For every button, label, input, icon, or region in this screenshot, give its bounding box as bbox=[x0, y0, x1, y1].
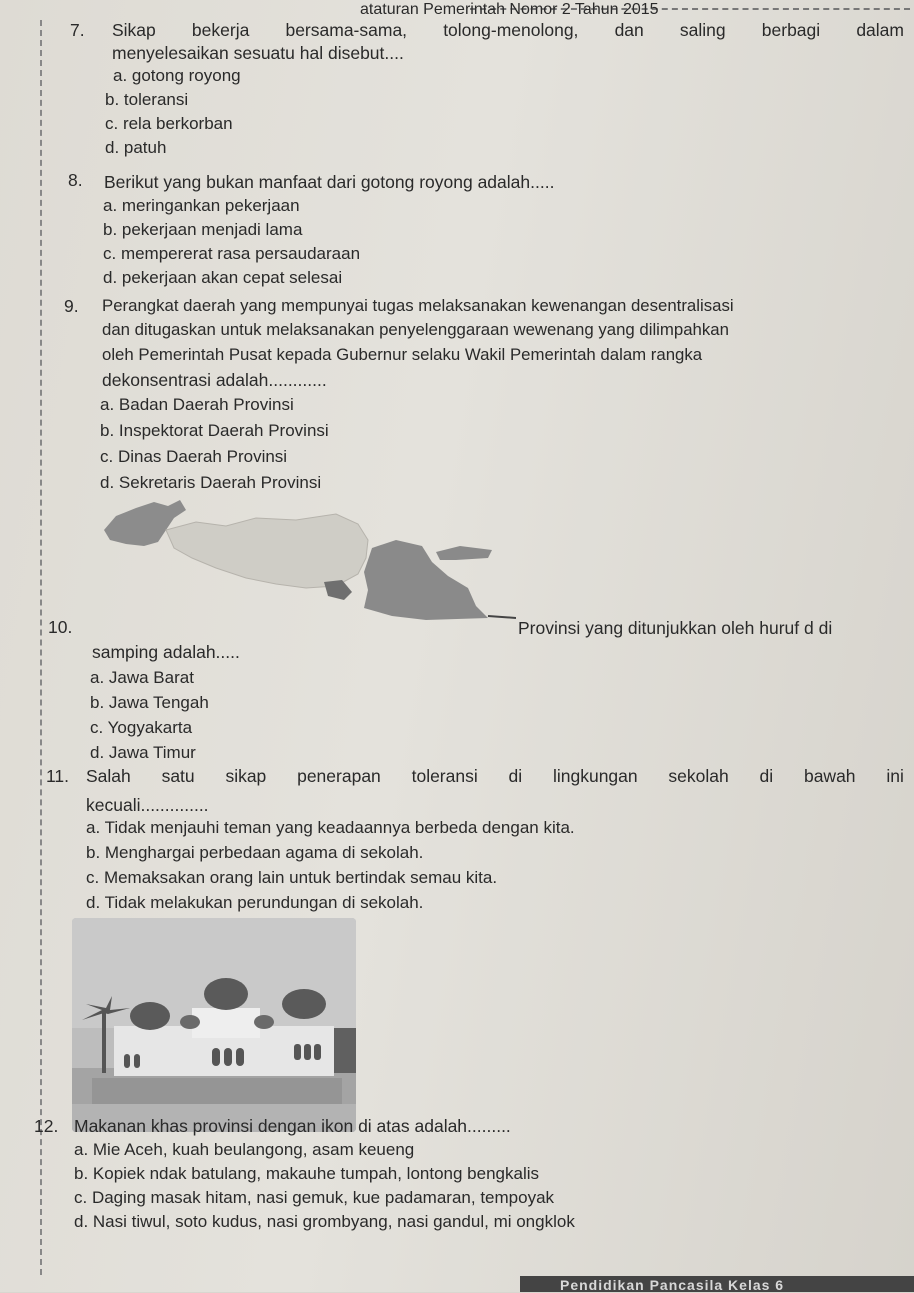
q10-option-d: d. Jawa Timur bbox=[90, 743, 196, 762]
q7-text-line2: menyelesaikan sesuatu hal disebut.... bbox=[112, 43, 404, 63]
q9-number: 9. bbox=[64, 296, 79, 316]
q10-text-line2: samping adalah..... bbox=[92, 642, 240, 662]
q10-option-a: a. Jawa Barat bbox=[90, 668, 194, 687]
q8-option-c: c. mempererat rasa persaudaraan bbox=[103, 244, 361, 263]
q9-line1: Perangkat daerah yang mempunyai tugas melaksanakan kewenangan desentralisasi bbox=[102, 296, 734, 315]
q11-option-d: d. Tidak melakukan perundungan di sekolah. bbox=[86, 893, 424, 912]
q9-line2: dan ditugaskan untuk melaksanakan penyelenggaraan wewenang yang dilimpahkan bbox=[102, 320, 729, 339]
q12-number: 12. bbox=[34, 1116, 59, 1136]
java-island-map bbox=[96, 496, 516, 628]
footer-title: Pendidikan Pancasila Kelas 6 bbox=[560, 1277, 785, 1293]
q9-line4: dekonsentrasi adalah............ bbox=[102, 370, 327, 390]
q8-option-b: b. pekerjaan menjadi lama bbox=[103, 220, 303, 239]
q12-option-b: b. Kopiek ndak batulang, makauhe tumpah, lontong bengkalis bbox=[74, 1164, 539, 1183]
q8-option-d: d. pekerjaan akan cepat selesai bbox=[103, 268, 343, 287]
header-fragment: ataturan Pemerintah Nomor 2 Tahun 2015 bbox=[360, 1, 659, 18]
q10-number: 10. bbox=[48, 617, 73, 637]
q11-option-c: c. Memaksakan orang lain untuk bertindak semau kita. bbox=[86, 868, 498, 887]
mosque-photo bbox=[72, 918, 356, 1132]
q12-option-c: c. Daging masak hitam, nasi gemuk, kue padamaran, tempoyak bbox=[74, 1188, 555, 1207]
q11-option-a: a. Tidak menjauhi teman yang keadaannya berbeda dengan kita. bbox=[86, 818, 575, 837]
q12-text: Makanan khas provinsi dengan ikon di atas adalah......... bbox=[74, 1116, 511, 1136]
q7-option-d: d. patuh bbox=[105, 138, 167, 157]
q9-option-d: d. Sekretaris Daerah Provinsi bbox=[100, 473, 322, 492]
q7-text-line1: Sikap bekerja bersama-sama, tolong-menolong, dan saling berbagi dalam bbox=[112, 20, 904, 40]
q7-option-b: b. toleransi bbox=[105, 90, 189, 109]
q7-option-a: a. gotong royong bbox=[113, 66, 241, 85]
left-dashed-border bbox=[40, 20, 42, 1275]
map-region-yogyakarta bbox=[324, 580, 352, 600]
q10-option-c: c. Yogyakarta bbox=[90, 718, 193, 737]
q7-option-c: c. rela berkorban bbox=[105, 114, 233, 133]
q12-option-d: d. Nasi tiwul, soto kudus, nasi grombyang, nasi gandul, mi ongklok bbox=[74, 1212, 575, 1231]
q12-option-a: a. Mie Aceh, kuah beulangong, asam keueng bbox=[74, 1140, 415, 1159]
map-region-central bbox=[166, 514, 368, 588]
q9-line3: oleh Pemerintah Pusat kepada Gubernur selaku Wakil Pemerintah dalam rangka bbox=[102, 345, 703, 364]
q11-text-line2: kecuali.............. bbox=[86, 795, 209, 815]
q11-number: 11. bbox=[46, 766, 70, 786]
q11-option-b: b. Menghargai perbedaan agama di sekolah. bbox=[86, 843, 424, 862]
q9-option-a: a. Badan Daerah Provinsi bbox=[100, 395, 294, 414]
q8-option-a: a. meringankan pekerjaan bbox=[103, 196, 300, 215]
q8-text: Berikut yang bukan manfaat dari gotong royong adalah..... bbox=[104, 172, 555, 192]
q9-option-b: b. Inspektorat Daerah Provinsi bbox=[100, 421, 329, 440]
map-region-madura bbox=[436, 546, 492, 560]
q11-text-line1: Salah satu sikap penerapan toleransi di lingkungan sekolah di bawah ini bbox=[86, 766, 904, 786]
q7-number: 7. bbox=[70, 20, 85, 40]
q9-option-c: c. Dinas Daerah Provinsi bbox=[100, 447, 288, 466]
q10-option-b: b. Jawa Tengah bbox=[90, 693, 209, 712]
q8-number: 8. bbox=[68, 170, 83, 190]
q10-text-right: Provinsi yang ditunjukkan oleh huruf d di bbox=[518, 618, 833, 638]
